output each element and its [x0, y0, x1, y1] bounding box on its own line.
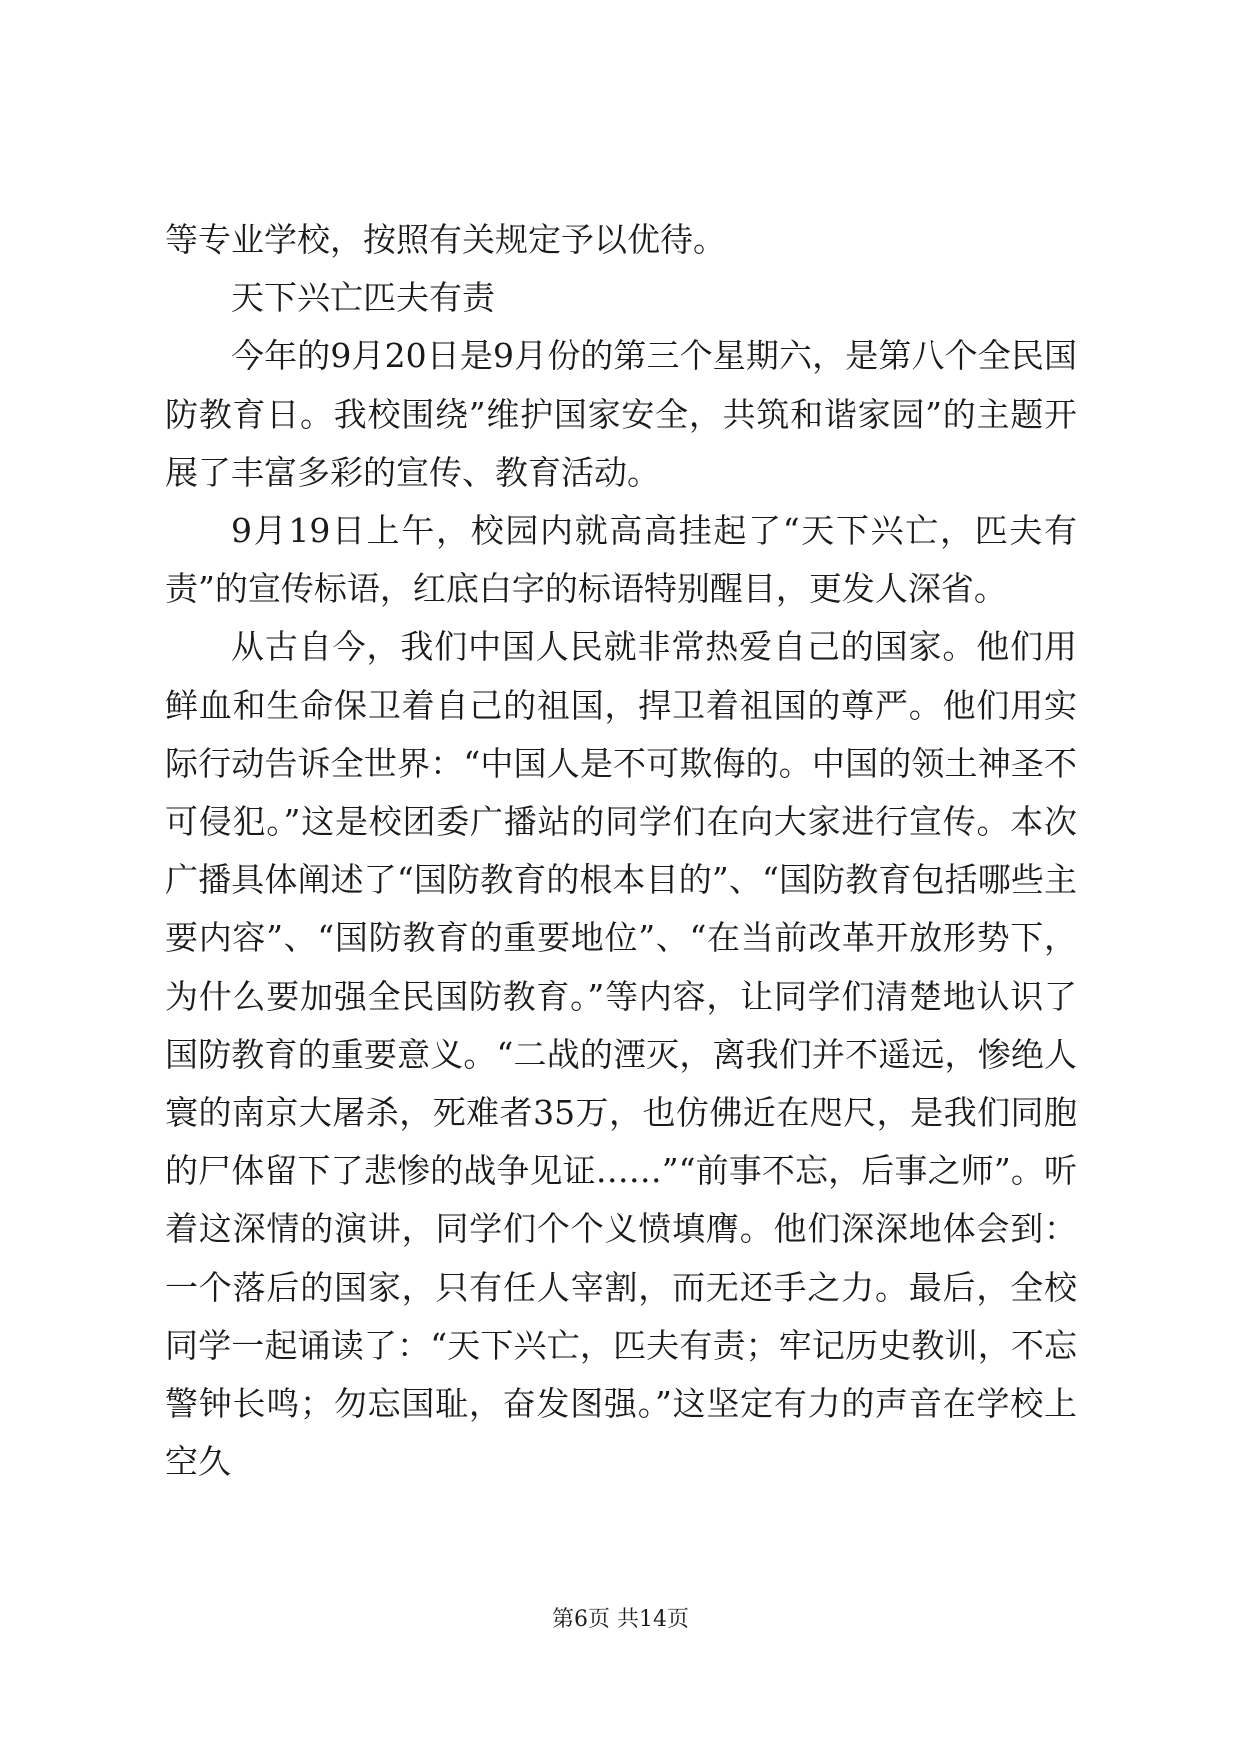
- page-number-footer: 第6页 共14页: [552, 1607, 689, 1632]
- document-body: [165, 211, 1077, 1491]
- paragraph: 今年的9月20日是9月份的第三个星期六，是第八个全民国防教育日。我校围绕”维护国家安全，共筑和谐家园”的主题开展了丰富多彩的宣传、教育活动。: [165, 336, 1077, 492]
- paragraph-continuation: 等专业学校，按照有关规定予以优待。: [165, 220, 726, 259]
- paragraph: 9月19日上午，校园内就高高挂起了“天下兴亡，匹夫有责”的宣传标语，红底白字的标语特别醒目，更发人深省。: [165, 511, 1077, 609]
- paragraph: 从古自今，我们中国人民就非常热爱自己的国家。他们用鲜血和生命保卫着自己的祖国，捍卫着祖国的尊严。他们用实际行动告诉全世界：“中国人是不可欺侮的。中国的领土神圣不可侵犯。”这是校团委广播站的同学们在向大家进行宣传。本次广播具体阐述了“国防教育的根本目的”、“国防教育包括哪些主要内容”、“国防教育的重要地位”、“在当前改革开放形势下，为什么要加强全民国防教育。”等内容，让同学们清楚地认识了国防教育的重要意义。“二战的湮灭，离我们并不遥远，惨绝人寰的南京大屠杀，死难者35万，也仿佛近在咫尺，是我们同胞的尸体留下了悲惨的战争见证……”“前事不忘，后事之师”。听着这深情的演讲，同学们个个义愤填膺。他们深深地体会到：一个落后的国家，只有任人宰割，而无还手之力。最后，全校同学一起诵读了：“天下兴亡，匹夫有责；牢记历史教训，不忘警钟长鸣；勿忘国耻，奋发图强。”这坚定有力的声音在学校上空久: [165, 627, 1077, 1482]
- section-heading: 天下兴亡匹夫有责: [231, 278, 495, 318]
